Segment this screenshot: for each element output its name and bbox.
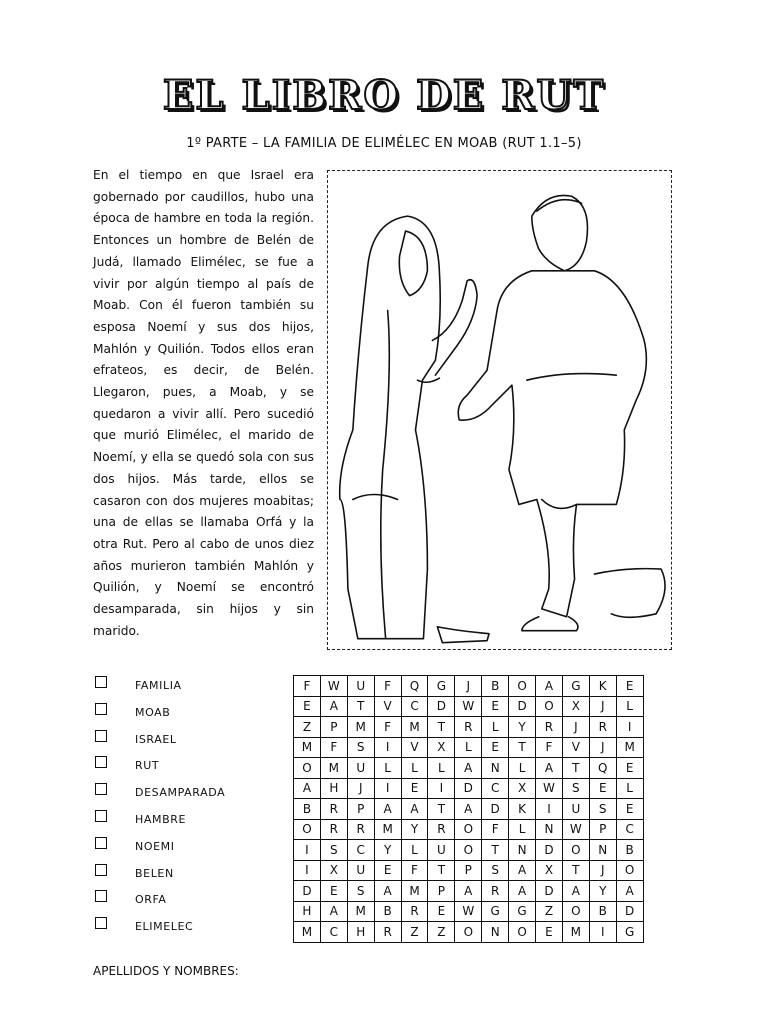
grid-cell[interactable]: S xyxy=(320,840,347,861)
grid-cell[interactable]: M xyxy=(562,922,589,943)
grid-cell[interactable]: X xyxy=(509,778,536,799)
grid-cell[interactable]: Y xyxy=(374,840,401,861)
grid-row xyxy=(294,696,644,717)
checkbox[interactable] xyxy=(95,917,107,929)
grid-cell[interactable]: I xyxy=(428,778,455,799)
grid-cell[interactable]: G xyxy=(482,901,509,922)
grid-cell[interactable]: M xyxy=(320,758,347,779)
checkbox[interactable] xyxy=(95,730,107,742)
grid-cell[interactable]: R xyxy=(536,717,563,738)
grid-cell[interactable]: I xyxy=(589,922,616,943)
grid-cell[interactable]: S xyxy=(562,778,589,799)
grid-cell[interactable]: A xyxy=(401,799,428,820)
word-label: MOAB xyxy=(135,705,171,719)
grid-cell[interactable]: I xyxy=(536,799,563,820)
grid-cell[interactable]: U xyxy=(347,860,374,881)
grid-cell[interactable]: V xyxy=(401,737,428,758)
grid-cell[interactable]: O xyxy=(455,819,482,840)
grid-cell[interactable]: M xyxy=(294,737,321,758)
grid-cell[interactable]: A xyxy=(509,860,536,881)
checklist-item[interactable] xyxy=(95,727,275,754)
grid-cell[interactable]: Z xyxy=(294,717,321,738)
grid-cell[interactable]: P xyxy=(320,717,347,738)
grid-row xyxy=(294,717,644,738)
grid-cell[interactable]: S xyxy=(589,799,616,820)
grid-cell[interactable]: U xyxy=(562,799,589,820)
grid-cell[interactable]: Q xyxy=(401,676,428,697)
woman-figure xyxy=(340,216,489,643)
grid-cell[interactable]: M xyxy=(347,901,374,922)
grid-cell[interactable]: G xyxy=(562,676,589,697)
grid-cell[interactable]: D xyxy=(509,696,536,717)
grid-cell[interactable]: A xyxy=(536,676,563,697)
grid-row xyxy=(294,778,644,799)
page-subtitle: 1º PARTE – LA FAMILIA DE ELIMÉLEC EN MOAB (RUT 1.1–5) xyxy=(186,136,582,151)
grid-cell[interactable]: P xyxy=(428,881,455,902)
grid-cell[interactable]: E xyxy=(320,881,347,902)
grid-cell[interactable]: R xyxy=(320,819,347,840)
grid-cell[interactable]: Y xyxy=(401,819,428,840)
grid-cell[interactable]: O xyxy=(294,758,321,779)
grid-cell[interactable]: Z xyxy=(428,922,455,943)
grid-cell[interactable]: X xyxy=(428,737,455,758)
grid-cell[interactable]: D xyxy=(616,901,643,922)
name-field-label: APELLIDOS Y NOMBRES: xyxy=(93,964,239,978)
grid-cell[interactable]: F xyxy=(401,860,428,881)
grid-cell[interactable]: S xyxy=(347,737,374,758)
grid-cell[interactable]: J xyxy=(589,860,616,881)
grid-cell[interactable]: L xyxy=(509,819,536,840)
grid-cell[interactable]: A xyxy=(320,696,347,717)
page-title: EL LIBRO DE RUT xyxy=(162,72,606,119)
grid-cell[interactable]: A xyxy=(509,881,536,902)
word-label: BELEN xyxy=(135,866,174,880)
grid-cell[interactable]: L xyxy=(401,840,428,861)
grid-cell[interactable]: C xyxy=(320,922,347,943)
grid-cell[interactable]: L xyxy=(616,778,643,799)
grid-cell[interactable]: V xyxy=(374,696,401,717)
grid-cell[interactable]: Z xyxy=(401,922,428,943)
word-label: RUT xyxy=(135,759,160,773)
grid-cell[interactable]: O xyxy=(509,922,536,943)
checklist-item[interactable] xyxy=(95,700,275,727)
grid-cell[interactable]: X xyxy=(536,860,563,881)
grid-cell[interactable]: U xyxy=(428,840,455,861)
grid-row xyxy=(294,901,644,922)
checklist-item[interactable] xyxy=(95,861,275,888)
grid-cell[interactable]: P xyxy=(455,860,482,881)
grid-cell[interactable]: L xyxy=(482,717,509,738)
grid-row xyxy=(294,881,644,902)
grid-cell[interactable]: E xyxy=(401,778,428,799)
grid-cell[interactable]: D xyxy=(536,840,563,861)
grid-cell[interactable]: T xyxy=(562,860,589,881)
grid-cell[interactable]: F xyxy=(374,717,401,738)
grid-cell[interactable]: R xyxy=(589,717,616,738)
grid-cell[interactable]: L xyxy=(509,758,536,779)
grid-cell[interactable]: L xyxy=(616,696,643,717)
grid-row xyxy=(294,819,644,840)
grid-cell[interactable]: R xyxy=(374,922,401,943)
grid-cell[interactable]: B xyxy=(482,676,509,697)
checklist-item[interactable] xyxy=(95,753,275,780)
grid-cell[interactable]: X xyxy=(562,696,589,717)
grid-cell[interactable]: M xyxy=(616,737,643,758)
word-label: ORFA xyxy=(135,893,167,907)
grid-cell[interactable]: S xyxy=(482,860,509,881)
grid-cell[interactable]: K xyxy=(589,676,616,697)
grid-cell[interactable]: T xyxy=(509,737,536,758)
grid-cell[interactable]: R xyxy=(401,901,428,922)
grid-cell[interactable]: L xyxy=(374,758,401,779)
grid-cell[interactable]: A xyxy=(455,758,482,779)
grid-cell[interactable]: W xyxy=(455,901,482,922)
word-label: ELIMELEC xyxy=(135,920,194,934)
checkbox[interactable] xyxy=(95,703,107,715)
grid-cell[interactable]: F xyxy=(536,737,563,758)
grid-cell[interactable]: I xyxy=(374,737,401,758)
grid-cell[interactable]: A xyxy=(294,778,321,799)
grid-cell[interactable]: K xyxy=(509,799,536,820)
grid-cell[interactable]: J xyxy=(589,737,616,758)
grid-cell[interactable]: A xyxy=(536,758,563,779)
grid-cell[interactable]: L xyxy=(455,737,482,758)
story-text: En el tiempo en que Israel era gobernado por caudillos, hubo una época de hambre en toda la región. Entonces un hombre de Belén de Judá, llamado Elimélec, se fue a vivir por algún tiempo al país de Moab. Con él fueron también su esposa Noemí y sus dos hijos, Mahlón y Quilión. Todos ellos eran efrateos, es decir, de Belén. Llegaron, pues, a Moab, y se quedaron a vivir allí. Pero sucedió que murió Elimélec, el marido de Noemí, y ella se quedó sola con sus dos hijos. Más tarde, ellos se casaron con dos mujeres moabitas; una de ellas se llamaba Orfá y la otra Rut. Pero al cabo de unos diez años murieron también Mahlón y Quilión, y Noemí se encontró desamparada, sin hijos y sin marido. xyxy=(93,168,314,638)
grid-cell[interactable]: B xyxy=(294,799,321,820)
grid-cell[interactable]: T xyxy=(347,696,374,717)
grid-row xyxy=(294,758,644,779)
grid-cell[interactable]: M xyxy=(374,819,401,840)
grid-cell[interactable]: R xyxy=(428,819,455,840)
word-search-grid xyxy=(293,675,644,943)
grid-cell[interactable]: I xyxy=(294,840,321,861)
grid-cell[interactable]: Y xyxy=(589,881,616,902)
grid-cell[interactable]: E xyxy=(482,737,509,758)
grid-cell[interactable]: B xyxy=(374,901,401,922)
grid-cell[interactable]: R xyxy=(320,799,347,820)
grid-cell[interactable]: W xyxy=(455,696,482,717)
grid-cell[interactable]: H xyxy=(320,778,347,799)
grid-cell[interactable]: A xyxy=(374,881,401,902)
grid-cell[interactable]: W xyxy=(536,778,563,799)
grid-cell[interactable]: R xyxy=(482,881,509,902)
checklist-item[interactable] xyxy=(95,780,275,807)
grid-cell[interactable]: M xyxy=(401,717,428,738)
grid-cell[interactable]: O xyxy=(562,901,589,922)
illustration-frame xyxy=(327,170,672,650)
grid-cell[interactable]: N xyxy=(509,840,536,861)
grid-cell[interactable]: R xyxy=(455,717,482,738)
checklist-item[interactable] xyxy=(95,673,275,700)
grid-cell[interactable]: F xyxy=(320,737,347,758)
grid-cell[interactable]: H xyxy=(347,922,374,943)
grid-row xyxy=(294,840,644,861)
grid-cell[interactable]: B xyxy=(616,840,643,861)
grid-cell[interactable]: Z xyxy=(536,901,563,922)
grid-cell[interactable]: C xyxy=(482,778,509,799)
grid-cell[interactable]: I xyxy=(294,860,321,881)
checkbox[interactable] xyxy=(95,837,107,849)
grid-cell[interactable]: C xyxy=(401,696,428,717)
naomi-elimelech-illustration xyxy=(328,171,671,649)
grid-cell[interactable]: M xyxy=(294,922,321,943)
grid-cell[interactable]: X xyxy=(320,860,347,881)
grid-cell[interactable]: A xyxy=(374,799,401,820)
grid-cell[interactable]: T xyxy=(428,717,455,738)
word-label: HAMBRE xyxy=(135,812,187,826)
grid-cell[interactable]: O xyxy=(509,676,536,697)
checklist-item[interactable] xyxy=(95,807,275,834)
grid-cell[interactable]: A xyxy=(562,881,589,902)
grid-cell[interactable]: U xyxy=(347,676,374,697)
checklist-item[interactable] xyxy=(95,887,275,914)
grid-cell[interactable]: A xyxy=(616,881,643,902)
grid-cell[interactable]: G xyxy=(509,901,536,922)
grid-cell[interactable]: E xyxy=(616,676,643,697)
checkbox[interactable] xyxy=(95,810,107,822)
grid-cell[interactable]: T xyxy=(562,758,589,779)
grid-cell[interactable]: U xyxy=(347,758,374,779)
checkbox[interactable] xyxy=(95,756,107,768)
grid-cell[interactable]: J xyxy=(455,676,482,697)
grid-cell[interactable]: E xyxy=(589,778,616,799)
grid-cell[interactable]: W xyxy=(562,819,589,840)
grid-cell[interactable]: A xyxy=(455,799,482,820)
grid-cell[interactable]: C xyxy=(347,840,374,861)
grid-cell[interactable]: T xyxy=(428,860,455,881)
grid-cell[interactable]: N xyxy=(482,758,509,779)
checkbox[interactable] xyxy=(95,783,107,795)
grid-cell[interactable]: D xyxy=(294,881,321,902)
grid-row xyxy=(294,799,644,820)
grid-cell[interactable]: D xyxy=(536,881,563,902)
grid-cell[interactable]: Y xyxy=(509,717,536,738)
word-label: DESAMPARADA xyxy=(135,786,226,800)
grid-row xyxy=(294,860,644,881)
grid-cell[interactable]: N xyxy=(482,922,509,943)
grid-cell[interactable]: N xyxy=(536,819,563,840)
word-checklist xyxy=(95,673,275,941)
grid-cell[interactable]: O xyxy=(616,860,643,881)
checkbox[interactable] xyxy=(95,890,107,902)
grid-cell[interactable]: M xyxy=(347,717,374,738)
grid-cell[interactable]: V xyxy=(562,737,589,758)
grid-cell[interactable]: O xyxy=(294,819,321,840)
checkbox[interactable] xyxy=(95,676,107,688)
grid-cell[interactable]: E xyxy=(482,696,509,717)
grid-body xyxy=(294,676,644,943)
grid-cell[interactable]: L xyxy=(428,758,455,779)
grid-row xyxy=(294,922,644,943)
grid-cell[interactable]: S xyxy=(347,881,374,902)
grid-cell[interactable]: J xyxy=(347,778,374,799)
grid-cell[interactable]: E xyxy=(294,696,321,717)
grid-cell[interactable]: M xyxy=(401,881,428,902)
grid-cell[interactable]: N xyxy=(589,840,616,861)
grid-cell[interactable]: G xyxy=(428,676,455,697)
grid-cell[interactable]: C xyxy=(616,819,643,840)
grid-cell[interactable]: F xyxy=(294,676,321,697)
man-figure xyxy=(458,195,665,630)
grid-cell[interactable]: D xyxy=(482,799,509,820)
grid-cell[interactable]: F xyxy=(374,676,401,697)
grid-cell[interactable]: P xyxy=(347,799,374,820)
grid-cell[interactable]: O xyxy=(536,696,563,717)
grid-cell[interactable]: I xyxy=(374,778,401,799)
grid-cell[interactable]: E xyxy=(428,901,455,922)
grid-cell[interactable]: E xyxy=(616,799,643,820)
grid-cell[interactable]: E xyxy=(616,758,643,779)
checkbox[interactable] xyxy=(95,864,107,876)
word-label: FAMILIA xyxy=(135,679,182,692)
grid-cell[interactable]: T xyxy=(482,840,509,861)
grid-cell[interactable]: D xyxy=(428,696,455,717)
grid-cell[interactable]: T xyxy=(428,799,455,820)
grid-cell[interactable]: W xyxy=(320,676,347,697)
grid-cell[interactable]: A xyxy=(455,881,482,902)
grid-cell[interactable]: O xyxy=(455,922,482,943)
word-label: ISRAEL xyxy=(135,732,177,746)
grid-cell[interactable]: J xyxy=(589,696,616,717)
grid-cell[interactable]: P xyxy=(589,819,616,840)
grid-cell[interactable]: F xyxy=(482,819,509,840)
grid-cell[interactable]: B xyxy=(589,901,616,922)
grid-cell[interactable]: I xyxy=(616,717,643,738)
grid-cell[interactable]: E xyxy=(374,860,401,881)
checklist-item[interactable] xyxy=(95,834,275,861)
grid-cell[interactable]: R xyxy=(347,819,374,840)
checklist-item[interactable] xyxy=(95,914,275,941)
grid-cell[interactable]: O xyxy=(455,840,482,861)
grid-row xyxy=(294,676,644,697)
grid-cell[interactable]: L xyxy=(401,758,428,779)
grid-cell[interactable]: A xyxy=(320,901,347,922)
grid-cell[interactable]: O xyxy=(562,840,589,861)
grid-cell[interactable]: Q xyxy=(589,758,616,779)
grid-cell[interactable]: E xyxy=(536,922,563,943)
grid-cell[interactable]: G xyxy=(616,922,643,943)
grid-cell[interactable]: J xyxy=(562,717,589,738)
grid-cell[interactable]: H xyxy=(294,901,321,922)
grid-row xyxy=(294,737,644,758)
grid-cell[interactable]: D xyxy=(455,778,482,799)
word-label: NOEMI xyxy=(135,839,175,853)
